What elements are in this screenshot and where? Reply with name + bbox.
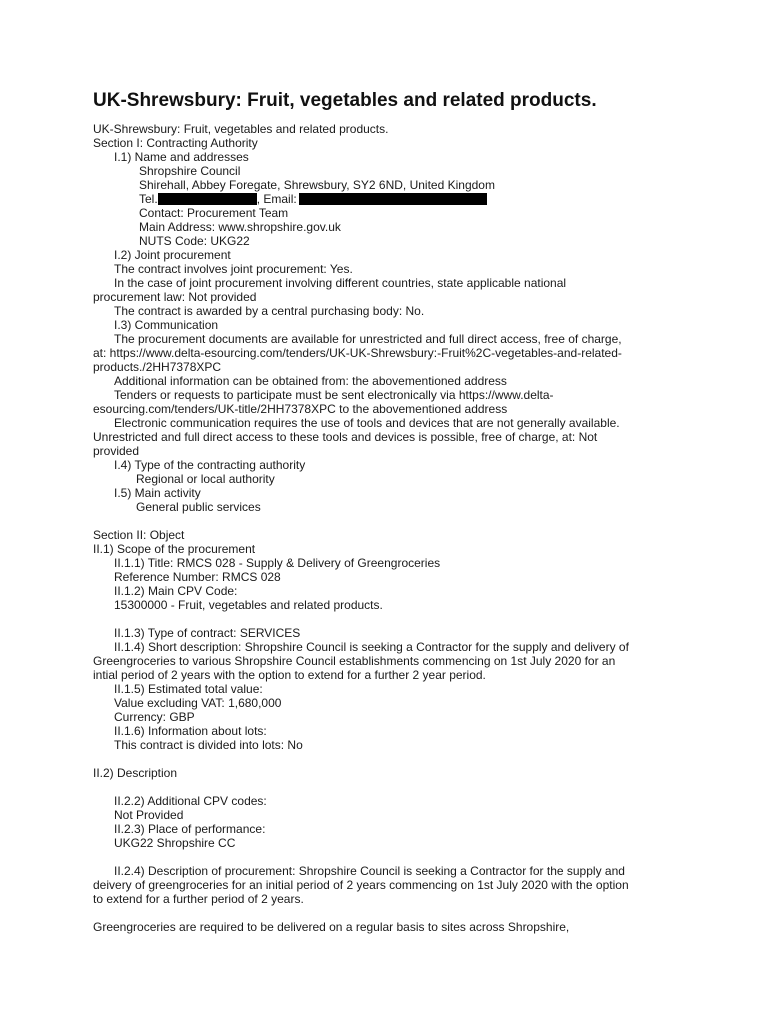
main-activity-value: General public services (136, 500, 261, 514)
main-address: Main Address: www.shropshire.gov.uk (139, 220, 341, 234)
tel-label: Tel. (139, 192, 158, 206)
scope-heading: II.1) Scope of the procurement (93, 542, 256, 556)
document-title: UK-Shrewsbury: Fruit, vegetables and related products. (93, 90, 597, 111)
procurement-description-line3: to extend for a further period of 2 years. (93, 892, 304, 906)
additional-cpv-value: Not Provided (114, 808, 184, 822)
main-cpv-heading: II.1.2) Main CPV Code: (114, 584, 238, 598)
joint-procurement-value: The contract involves joint procurement: Yes. (114, 262, 353, 276)
reference-number: Reference Number: RMCS 028 (114, 570, 281, 584)
spacer (93, 514, 673, 528)
communication-heading: I.3) Communication (114, 318, 219, 332)
authority-type-heading: I.4) Type of the contracting authority (114, 458, 306, 472)
redacted-email (299, 193, 487, 205)
documents-access-line2: at: https://www.delta-esourcing.com/tenders/UK-UK-Shrewsbury:-Fruit%2C-vegetables-and-related- (93, 346, 622, 360)
authority-address: Shirehall, Abbey Foregate, Shrewsbury, SY2 6ND, United Kingdom (139, 178, 495, 192)
electronic-comm-line1: Electronic communication requires the use of tools and devices that are not generally available. (114, 416, 620, 430)
procurement-description-line2: deivery of greengroceries for an initial period of 2 years commencing on 1st July 2020 with the option (93, 878, 629, 892)
short-description-line2: Greengroceries to various Shropshire Council establishments commencing on 1st July 2020 for an (93, 654, 616, 668)
joint-procurement-heading: I.2) Joint procurement (114, 248, 231, 262)
documents-access-line1: The procurement documents are available for unrestricted and full direct access, free of charge, (114, 332, 622, 346)
contract-title: II.1.1) Title: RMCS 028 - Supply & Delivery of Greengroceries (114, 556, 441, 570)
spacer (93, 780, 673, 794)
place-of-performance-value: UKG22 Shropshire CC (114, 836, 236, 850)
main-activity-heading: I.5) Main activity (114, 486, 201, 500)
joint-procurement-law-line2: procurement law: Not provided (93, 290, 257, 304)
lots-heading: II.1.6) Information about lots: (114, 724, 267, 738)
description-heading: II.2) Description (93, 766, 178, 780)
document-body (93, 122, 673, 934)
section-ii-heading: Section II: Object (93, 528, 185, 542)
tenders-submission-line2: esourcing.com/tenders/UK-title/2HH7378XPC to the abovementioned address (93, 402, 508, 416)
place-of-performance-heading: II.2.3) Place of performance: (114, 822, 266, 836)
contact-line (93, 192, 673, 206)
electronic-comm-line2: Unrestricted and full direct access to these tools and devices is possible, free of charge, at: Not (93, 430, 598, 444)
documents-access-line3: products./2HH7378XPC (93, 360, 222, 374)
estimated-value-heading: II.1.5) Estimated total value: (114, 682, 263, 696)
nuts-code: NUTS Code: UKG22 (139, 234, 250, 248)
redacted-phone (158, 193, 257, 205)
additional-cpv-heading: II.2.2) Additional CPV codes: (114, 794, 267, 808)
electronic-comm-line3: provided (93, 444, 140, 458)
procurement-description-line1: II.2.4) Description of procurement: Shropshire Council is seeking a Contractor for the supply and (114, 864, 625, 878)
name-addresses-heading: I.1) Name and addresses (114, 150, 249, 164)
additional-info: Additional information can be obtained from: the abovementioned address (114, 374, 507, 388)
spacer (93, 850, 673, 864)
short-description-line1: II.1.4) Short description: Shropshire Council is seeking a Contractor for the supply and delivery of (114, 640, 629, 654)
authority-name: Shropshire Council (139, 164, 241, 178)
notice-heading-line: UK-Shrewsbury: Fruit, vegetables and related products. (93, 122, 389, 136)
main-cpv-value: 15300000 - Fruit, vegetables and related products. (114, 598, 383, 612)
contract-type: II.1.3) Type of contract: SERVICES (114, 626, 301, 640)
lots-value: This contract is divided into lots: No (114, 738, 303, 752)
section-i-heading: Section I: Contracting Authority (93, 136, 258, 150)
contact-name: Contact: Procurement Team (139, 206, 289, 220)
currency: Currency: GBP (114, 710, 195, 724)
authority-type-value: Regional or local authority (136, 472, 275, 486)
spacer (93, 612, 673, 626)
central-purchasing: The contract is awarded by a central purchasing body: No. (114, 304, 425, 318)
spacer (93, 906, 673, 920)
greengroceries-paragraph: Greengroceries are required to be delivered on a regular basis to sites across Shropshire, (93, 920, 570, 934)
short-description-line3: intial period of 2 years with the option to extend for a further 2 year period. (93, 668, 486, 682)
spacer (93, 752, 673, 766)
value-excluding-vat: Value excluding VAT: 1,680,000 (114, 696, 282, 710)
email-label: , Email: (256, 192, 297, 206)
tenders-submission-line1: Tenders or requests to participate must be sent electronically via https://www.delta- (114, 388, 554, 402)
joint-procurement-law-line1: In the case of joint procurement involving different countries, state applicable national (114, 276, 567, 290)
